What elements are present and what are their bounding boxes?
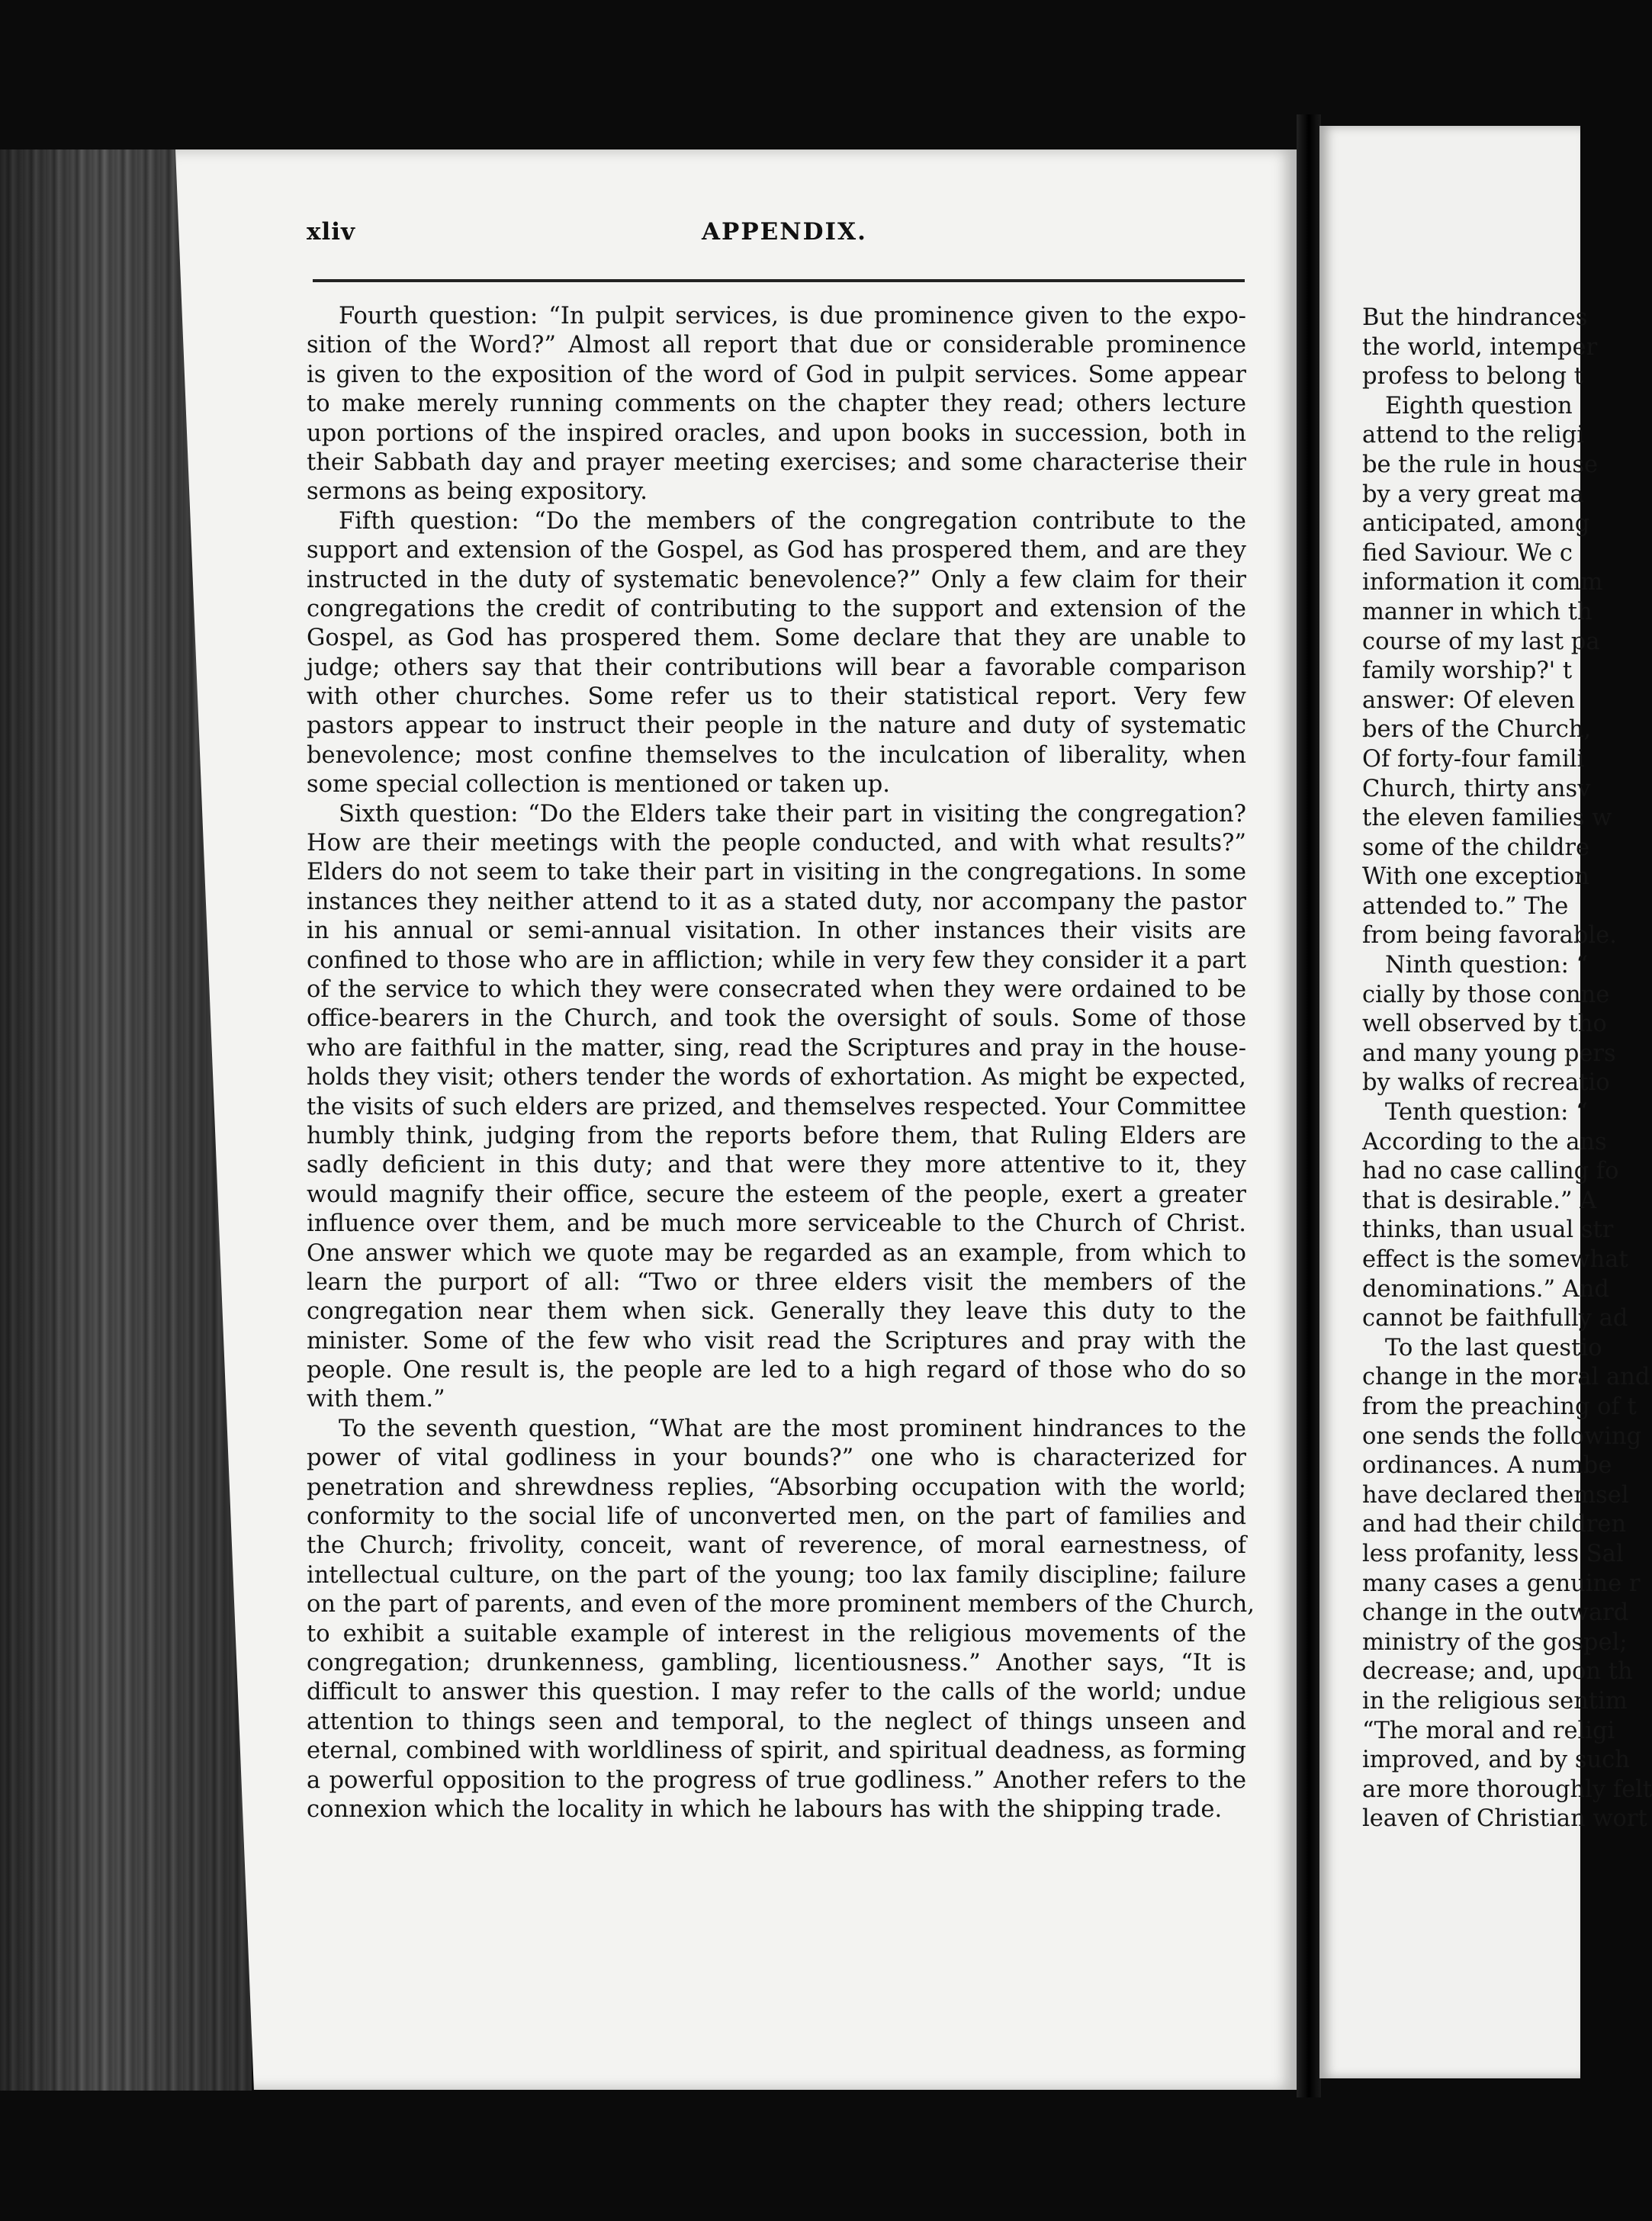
text-line: To the last questio [1385, 1334, 1602, 1361]
text-line: the world, intemper [1362, 333, 1598, 361]
text-line: attended to.” The [1362, 892, 1569, 920]
text-line: from being favorable. [1362, 922, 1617, 950]
text-line: and had their children [1362, 1511, 1627, 1538]
text-line: attention to things seen and temporal, to the neglect of things unseen and [307, 1708, 1246, 1735]
text-line: congregation near them when sick. Generally they leave this duty to the [307, 1298, 1246, 1326]
text-line: cannot be faithfully ad [1362, 1305, 1628, 1332]
text-line: the visits of such elders are prized, and themselves respected. Your Committee [307, 1093, 1246, 1120]
text-line: have declared themsel [1362, 1481, 1629, 1509]
text-line: thinks, than usual str [1362, 1217, 1614, 1244]
text-line: on the part of parents, and even of the more prominent members of the Church, [307, 1591, 1255, 1618]
text-line: with other churches. Some refer us to their statistical report. Very few [307, 683, 1246, 711]
text-line: congregation; drunkenness, gambling, licentiousness.” Another says, “It is [307, 1649, 1246, 1676]
text-line: influence over them, and be much more serviceable to the Church of Christ. [307, 1210, 1246, 1238]
text-line: congregations the credit of contributing to the support and extension of the [307, 595, 1246, 622]
text-line: by a very great ma [1362, 481, 1584, 508]
text-line: from the preaching of t [1362, 1393, 1637, 1420]
text-line: one sends the following [1362, 1422, 1642, 1450]
text-line: With one exception [1362, 863, 1589, 891]
text-line: a powerful opposition to the progress of true godliness.” Another refers to the [307, 1766, 1246, 1794]
text-line: would magnify their office, secure the esteem of the people, exert a greater [307, 1181, 1246, 1208]
text-line: that is desirable.” A [1362, 1187, 1597, 1214]
text-line: Of forty-four famili [1362, 745, 1585, 773]
text-line: But the hindrances [1362, 304, 1588, 331]
text-line: humbly think, judging from the reports before them, that Ruling Elders are [307, 1122, 1246, 1149]
text-line: eternal, combined with worldliness of spirit, and spiritual deadness, as forming [307, 1737, 1246, 1765]
left-page-text [307, 302, 1255, 1824]
text-line: some special collection is mentioned or taken up. [307, 771, 890, 799]
text-line: sition of the Word?” Almost all report that due or considerable prominence [307, 332, 1246, 359]
text-line: course of my last pa [1362, 628, 1600, 655]
text-line: are more thoroughly felt [1362, 1776, 1652, 1803]
text-line: Fourth question: “In pulpit services, is due prominence given to the expo- [339, 303, 1246, 329]
text-line: Eighth question [1385, 392, 1573, 419]
text-line: upon portions of the inspired oracles, and upon books in succession, both in [307, 419, 1246, 447]
text-line: people. One result is, the people are led to a high regard of those who do so [307, 1357, 1246, 1384]
text-line: decrease; and, upon th [1362, 1658, 1633, 1686]
text-line: Fifth question: “Do the members of the congregation contribute to the [339, 507, 1246, 535]
text-line: is given to the exposition of the word of God in pulpit services. Some appear [307, 361, 1246, 388]
text-line: judge; others say that their contributions will bear a favorable comparison [307, 654, 1246, 681]
text-line: holds they visit; others tender the words of exhortation. As might be expected, [307, 1064, 1246, 1091]
text-line: and many young pers [1362, 1040, 1616, 1067]
text-line: effect is the somewhat [1362, 1246, 1628, 1273]
text-line: improved, and by such [1362, 1747, 1630, 1774]
text-line: cially by those conne [1362, 981, 1610, 1008]
text-line: to make merely running comments on the chapter they read; others lecture [307, 391, 1246, 418]
book-gutter [1297, 114, 1321, 2097]
text-line: support and extension of the Gospel, as God has prospered them, and are they [307, 537, 1246, 564]
text-line: family worship?' t [1362, 657, 1573, 685]
text-line: of the service to which they were consecrated when they were ordained to be [307, 976, 1246, 1003]
text-line: change in the moral and [1362, 1364, 1650, 1391]
text-line: to exhibit a suitable example of interest in the religious movements of the [307, 1620, 1246, 1647]
text-line: who are faithful in the matter, sing, read the Scriptures and pray in the house- [307, 1034, 1246, 1062]
text-line: connexion which the locality in which he labours has with the shipping trade. [307, 1795, 1223, 1823]
text-line: office-bearers in the Church, and took the oversight of souls. Some of those [307, 1005, 1246, 1033]
text-line: their Sabbath day and prayer meeting exercises; and some characterise their [307, 448, 1246, 476]
text-line: Ninth question: “ [1385, 952, 1589, 979]
text-line: How are their meetings with the people conducted, and with what results?” [307, 830, 1246, 857]
text-line: conformity to the social life of unconverted men, on the part of families and [307, 1503, 1246, 1531]
text-line: in his annual or semi-annual visitation. In other instances their visits are [307, 918, 1246, 945]
text-line: information it comm [1362, 569, 1603, 596]
text-line: the Church; frivolity, conceit, want of reverence, of moral earnestness, of [307, 1532, 1246, 1560]
text-line: penetration and shrewdness replies, “Absorbing occupation with the world; [307, 1474, 1246, 1501]
text-line: in the religious sentim [1362, 1687, 1628, 1715]
text-line: To the seventh question, “What are the most prominent hindrances to the [339, 1415, 1246, 1442]
text-line: learn the purport of all: “Two or three elders visit the members of the [307, 1268, 1246, 1296]
text-line: instructed in the duty of systematic benevolence?” Only a few claim for their [307, 566, 1246, 593]
text-line: fied Saviour. We c [1362, 539, 1573, 567]
header-rule [313, 279, 1245, 282]
text-line: minister. Some of the few who visit read the Scriptures and pray with the [307, 1327, 1246, 1355]
text-line: many cases a genuine r [1362, 1570, 1641, 1597]
page-number: xliv [307, 218, 356, 246]
text-line: Church, thirty ansv [1362, 775, 1591, 802]
text-line: bers of the Church, [1362, 716, 1592, 744]
text-line: Sixth question: “Do the Elders take their part in visiting the congregation? [339, 800, 1246, 828]
text-line: change in the outward [1362, 1599, 1629, 1627]
running-head: APPENDIX. [702, 218, 867, 246]
text-line: with them.” [307, 1386, 445, 1413]
text-line: by walks of recreatio [1362, 1069, 1610, 1097]
text-line: Tenth question: “ [1385, 1099, 1588, 1127]
text-line: benevolence; most confine themselves to the inculcation of liberality, when [307, 741, 1246, 769]
text-line: leaven of Christian wort [1362, 1805, 1647, 1833]
text-line: attend to the religi [1362, 422, 1584, 449]
text-line: manner in which th [1362, 598, 1593, 625]
text-line: ordinances. A numbe [1362, 1452, 1612, 1480]
text-line: ministry of the gospel; [1362, 1628, 1628, 1656]
text-line: Elders do not seem to take their part in visiting in the congregations. In some [307, 859, 1246, 886]
text-line: anticipated, among [1362, 510, 1590, 538]
text-line: instances they neither attend to it as a stated duty, nor accompany the pastor [307, 888, 1246, 915]
text-line: be the rule in house [1362, 451, 1599, 478]
text-line: pastors appear to instruct their people in the nature and duty of systematic [307, 712, 1246, 740]
text-line: power of vital godliness in your bounds?” one who is characterized for [307, 1445, 1246, 1472]
right-page-text [1362, 304, 1652, 1834]
text-line: some of the childre [1362, 834, 1590, 861]
text-line: less profanity, less Sal [1362, 1540, 1624, 1567]
text-line: profess to belong t [1362, 363, 1583, 391]
text-line: confined to those who are in affliction; while in very few they consider it a part [307, 947, 1246, 974]
text-line: sadly deficient in this duty; and that were they more attentive to it, they [307, 1152, 1246, 1179]
text-line: According to the ans [1362, 1128, 1607, 1155]
text-line: denominations.” And [1362, 1275, 1609, 1303]
text-line: sermons as being expository. [307, 478, 648, 506]
text-line: Gospel, as God has prospered them. Some declare that they are unable to [307, 625, 1246, 652]
text-line: difficult to answer this question. I may refer to the calls of the world; undue [307, 1679, 1246, 1706]
text-line: well observed by tho [1362, 1011, 1607, 1038]
text-line: “The moral and religi [1362, 1717, 1615, 1744]
text-line: had no case calling fo [1362, 1158, 1619, 1185]
text-line: One answer which we quote may be regarded as an example, from which to [307, 1239, 1246, 1267]
text-line: answer: Of eleven [1362, 686, 1575, 714]
text-line: intellectual culture, on the part of the young; too lax family discipline; failure [307, 1561, 1246, 1589]
text-line: the eleven families w [1362, 805, 1612, 832]
